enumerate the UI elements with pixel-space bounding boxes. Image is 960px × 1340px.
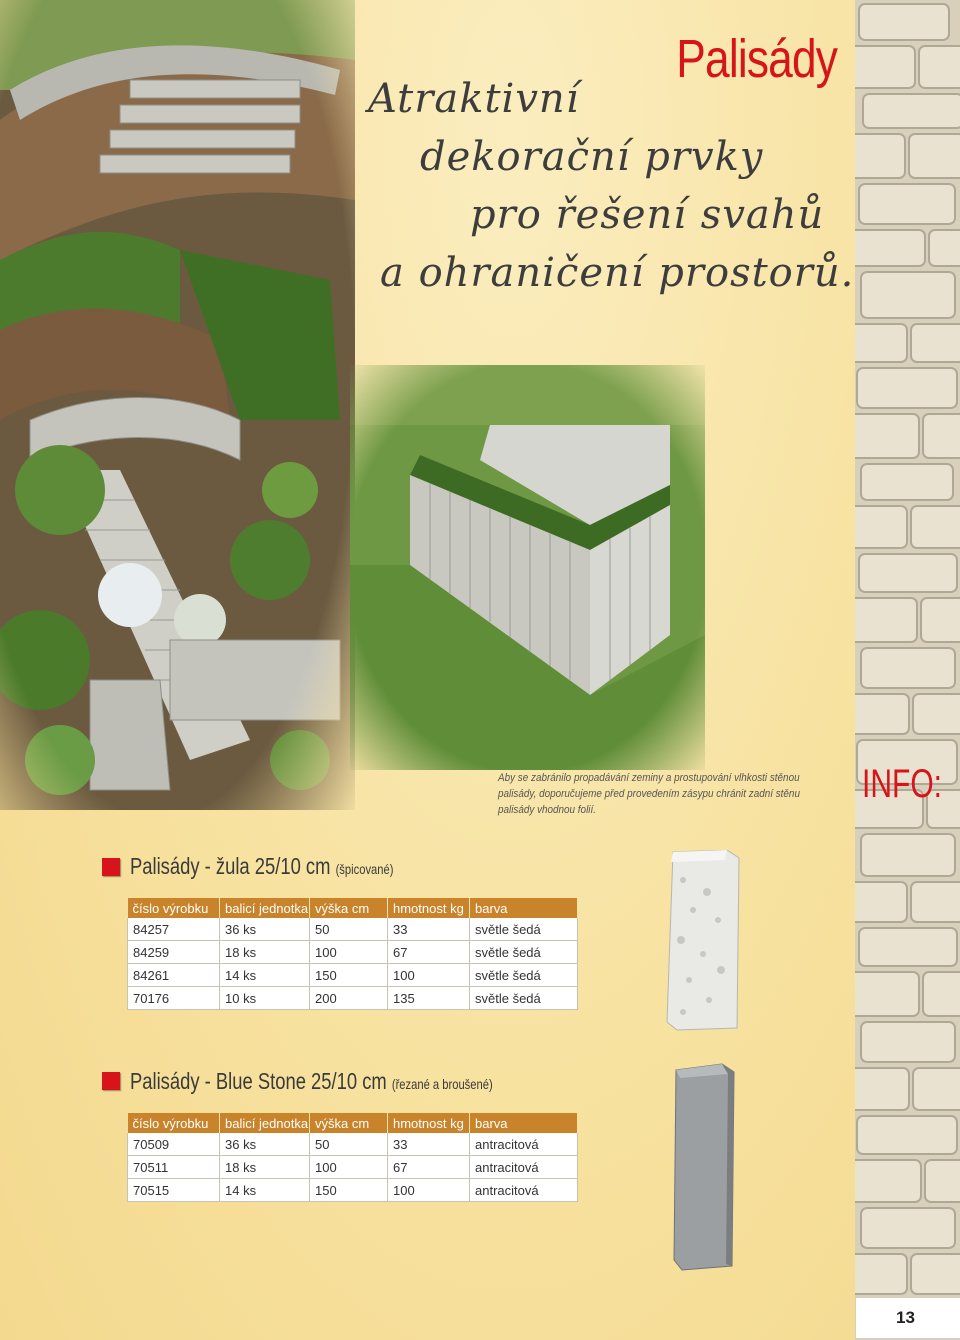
section-1-table: [127, 898, 578, 1010]
table-cell: 150: [310, 964, 388, 987]
slogan-line-2: dekorační prvky: [420, 134, 764, 180]
column-header: balicí jednotka: [220, 1113, 310, 1133]
table-cell: 70515: [128, 1179, 220, 1202]
column-header: výška cm: [310, 1113, 388, 1133]
table-cell: 200: [310, 987, 388, 1010]
table-cell: 33: [388, 918, 470, 941]
table-cell: 36 ks: [220, 1133, 310, 1156]
table-cell: 70509: [128, 1133, 220, 1156]
garden-terraces-photo: [0, 0, 355, 810]
table-cell: 100: [388, 1179, 470, 1202]
column-header: barva: [470, 898, 578, 918]
granite-palisade-image: [663, 850, 743, 1037]
section-1-title-text: Palisády - žula 25/10 cm: [130, 853, 331, 879]
section-1-bullet: [102, 858, 120, 876]
table-row: [128, 941, 578, 964]
table-cell: 10 ks: [220, 987, 310, 1010]
table-cell: 36 ks: [220, 918, 310, 941]
column-header: číslo výrobku: [128, 1113, 220, 1133]
table-row: [128, 918, 578, 941]
palisade-wall-photo: [350, 365, 705, 770]
column-header: hmotnost kg: [388, 898, 470, 918]
slogan-line-1: Atraktivní: [368, 76, 580, 122]
info-text: Aby se zabránilo propadávání zeminy a prostupování vlhkosti stěnou palisády, doporučujeme před provedením zásypu chránit zadní stěnu palisády vhodnou folií.: [498, 772, 800, 816]
table-cell: 18 ks: [220, 941, 310, 964]
slogan-line-4: a ohraničení prostorů.: [380, 250, 855, 296]
section-2-title: [130, 1068, 493, 1095]
table-header-row: [128, 1113, 578, 1133]
column-header: číslo výrobku: [128, 898, 220, 918]
table-cell: 50: [310, 918, 388, 941]
table-cell: světle šedá: [470, 987, 578, 1010]
column-header: výška cm: [310, 898, 388, 918]
section-2-title-text: Palisády - Blue Stone 25/10 cm: [130, 1068, 387, 1094]
table-cell: 100: [310, 941, 388, 964]
table-cell: 150: [310, 1179, 388, 1202]
table-row: [128, 1133, 578, 1156]
table-cell: 100: [310, 1156, 388, 1179]
section-2-bullet: [102, 1072, 120, 1090]
table-cell: 70511: [128, 1156, 220, 1179]
table-cell: 67: [388, 1156, 470, 1179]
table-cell: 33: [388, 1133, 470, 1156]
section-1-subtitle: (špicované): [335, 861, 394, 877]
table-cell: 14 ks: [220, 1179, 310, 1202]
table-row: [128, 1179, 578, 1202]
section-1-title: [130, 853, 393, 880]
table-cell: světle šedá: [470, 964, 578, 987]
slogan-line-3: pro řešení svahů: [470, 192, 825, 238]
page-title: Palisády: [676, 29, 837, 89]
column-header: balicí jednotka: [220, 898, 310, 918]
blue-stone-palisade-image: [668, 1060, 738, 1277]
table-cell: antracitová: [470, 1156, 578, 1179]
table-cell: antracitová: [470, 1179, 578, 1202]
table-cell: 84261: [128, 964, 220, 987]
page-number: 13: [896, 1308, 915, 1327]
section-2-subtitle: (řezané a broušené): [391, 1076, 493, 1092]
table-cell: 67: [388, 941, 470, 964]
table-cell: 84259: [128, 941, 220, 964]
table-header-row: [128, 898, 578, 918]
table-cell: 70176: [128, 987, 220, 1010]
table-row: [128, 964, 578, 987]
table-cell: 14 ks: [220, 964, 310, 987]
table-row: [128, 987, 578, 1010]
stone-wall-strip: [855, 0, 960, 1340]
column-header: barva: [470, 1113, 578, 1133]
table-cell: světle šedá: [470, 941, 578, 964]
table-cell: antracitová: [470, 1133, 578, 1156]
table-cell: 18 ks: [220, 1156, 310, 1179]
info-label: INFO:: [862, 762, 943, 806]
table-cell: 135: [388, 987, 470, 1010]
table-row: [128, 1156, 578, 1179]
table-cell: světle šedá: [470, 918, 578, 941]
table-cell: 100: [388, 964, 470, 987]
section-2-table: [127, 1113, 578, 1202]
column-header: hmotnost kg: [388, 1113, 470, 1133]
table-cell: 50: [310, 1133, 388, 1156]
table-cell: 84257: [128, 918, 220, 941]
